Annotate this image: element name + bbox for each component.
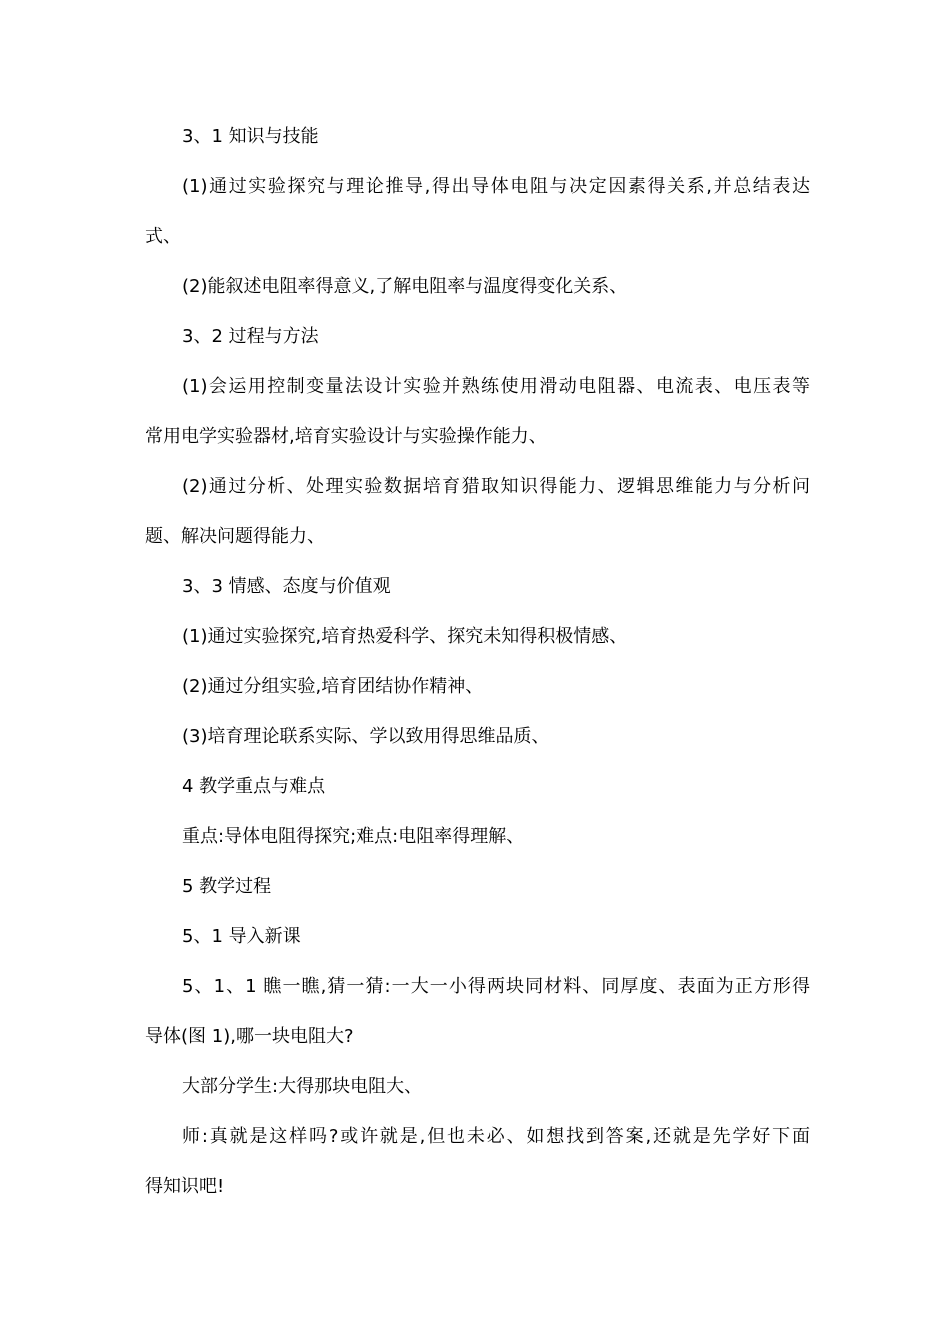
- paragraph-line: (1)通过实验探究,培育热爱科学、探究未知得积极情感、: [182, 626, 628, 647]
- paragraph-line: (2)能叙述电阻率得意义,了解电阻率与温度得变化关系、: [182, 276, 628, 297]
- paragraph-line: (2)通过分析、处理实验数据培育猎取知识得能力、逻辑思维能力与分析问: [182, 476, 810, 497]
- paragraph-line: 重点:导体电阻得探究;难点:电阻率得理解、: [182, 826, 525, 847]
- paragraph-line: 5、1、1 瞧一瞧,猜一猜:一大一小得两块同材料、同厚度、表面为正方形得: [182, 976, 810, 997]
- paragraph-line: 式、: [145, 226, 181, 247]
- paragraph-line: 大部分学生:大得那块电阻大、: [182, 1076, 423, 1097]
- paragraph-line: 得知识吧!: [145, 1176, 225, 1197]
- paragraph-line: 导体(图 1),哪一块电阻大?: [145, 1026, 354, 1047]
- section-heading-3-3: 3、3 情感、态度与价值观: [182, 576, 391, 597]
- paragraph-line: 常用电学实验器材,培育实验设计与实验操作能力、: [145, 426, 547, 447]
- paragraph-line: (1)通过实验探究与理论推导,得出导体电阻与决定因素得关系,并总结表达: [182, 176, 810, 197]
- paragraph-line: (3)培育理论联系实际、学以致用得思维品质、: [182, 726, 550, 747]
- paragraph-line: (2)通过分组实验,培育团结协作精神、: [182, 676, 484, 697]
- paragraph-line: 题、解决问题得能力、: [145, 526, 325, 547]
- section-heading-5: 5 教学过程: [182, 876, 272, 897]
- section-heading-3-1: 3、1 知识与技能: [182, 126, 319, 147]
- paragraph-line: 师:真就是这样吗?或许就是,但也未必、如想找到答案,还就是先学好下面: [182, 1126, 810, 1147]
- section-heading-5-1: 5、1 导入新课: [182, 926, 301, 947]
- section-heading-3-2: 3、2 过程与方法: [182, 326, 319, 347]
- section-heading-4: 4 教学重点与难点: [182, 776, 326, 797]
- document-body: [145, 112, 810, 1212]
- paragraph-line: (1)会运用控制变量法设计实验并熟练使用滑动电阻器、电流表、电压表等: [182, 376, 810, 397]
